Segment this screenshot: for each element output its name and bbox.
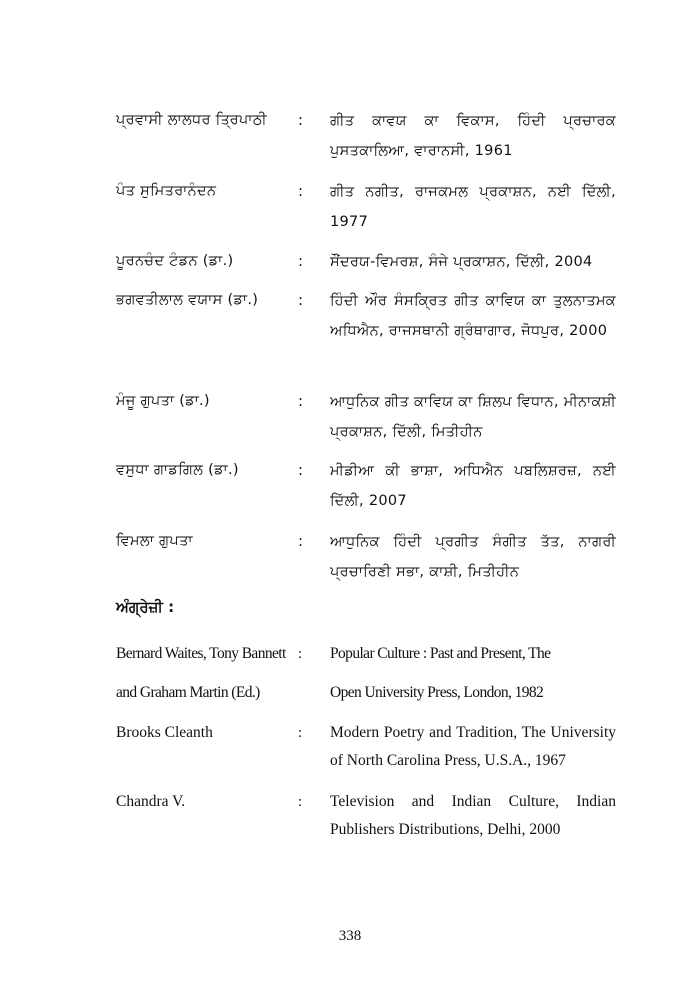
entry-work: ਆਧੁਨਿਕ ਗੀਤ ਕਾਵਿਯ ਕਾ ਸ਼ਿਲਪ ਵਿਧਾਨ, ਮੀਨਾਕਸ਼ੀ ਪ੍ਰਕਾਸ਼ਨ, ਦਿੱਲੀ, ਮਿਤੀਹੀਨ xyxy=(330,394,616,440)
entry-author: ਵਿਮਲਾ ਗੁਪਤਾ xyxy=(116,533,193,549)
entry-work: ਗੀਤ ਨਗੀਤ, ਰਾਜਕਮਲ ਪ੍ਰਕਾਸ਼ਨ, ਨਈ ਦਿੱਲੀ, 1977 xyxy=(330,184,616,230)
entry-work: Open University Press, London, 1982 xyxy=(330,684,544,701)
entry-separator: : xyxy=(298,794,303,810)
entry-author: ਭਗਵਤੀਲਾਲ ਵਯਾਸ (ਡਾ.) xyxy=(116,292,259,308)
entry-separator: : xyxy=(298,532,304,550)
entry-author: ਮੰਜੂ ਗੁਪਤਾ (ਡਾ.) xyxy=(116,393,210,409)
entry-separator: : xyxy=(298,461,304,479)
section-heading-english: ਅੰਗ੍ਰੇਜ਼ੀ : xyxy=(116,598,175,616)
entry-author: Chandra V. xyxy=(116,793,186,810)
entry-work: ਗੀਤ ਕਾਵਯ ਕਾ ਵਿਕਾਸ, ਹਿੰਦੀ ਪ੍ਰਚਾਰਕ ਪੁਸਤਕਾਲਿਆ, ਵਾਰਾਨਸੀ, 1961 xyxy=(330,113,616,159)
entry-separator: : xyxy=(298,182,304,200)
entry-work: Modern Poetry and Tradition, The University of North Carolina Press, U.S.A., 1967 xyxy=(330,724,616,769)
entry-author: ਪੂਰਨਚੰਦ ਟੰਡਨ (ਡਾ.) xyxy=(116,253,234,269)
entry-separator: : xyxy=(298,392,304,410)
entry-author: Bernard Waites, Tony Bannett xyxy=(116,645,286,662)
entry-author: ਵਸੁਧਾ ਗਾਡਗਿਲ (ਡਾ.) xyxy=(116,462,239,478)
entry-separator: : xyxy=(298,291,304,309)
entry-work: ਮੀਡੀਆ ਕੀ ਭਾਸ਼ਾ, ਅਧਿਐਨ ਪਬਲਿਸ਼ਰਜ਼, ਨਈ ਦਿੱਲੀ, 2007 xyxy=(330,463,616,509)
entry-author: ਪ੍ਰਵਾਸੀ ਲਾਲਧਰ ਤ੍ਰਿਪਾਠੀ xyxy=(116,112,267,128)
entry-separator: : xyxy=(298,725,303,741)
entry-author: and Graham Martin (Ed.) xyxy=(116,684,260,701)
entry-work: Television and Indian Culture, Indian Publishers Distributions, Delhi, 2000 xyxy=(330,793,616,838)
entry-separator: : xyxy=(298,111,304,129)
entry-author: ਪੰਤ ਸੁਮਿਤਰਾਨੰਦਨ xyxy=(116,183,217,199)
entry-separator: : xyxy=(298,646,303,662)
page-number: 338 xyxy=(338,928,362,944)
entry-work: ਹਿੰਦੀ ਔਰ ਸੰਸਕ੍ਰਿਤ ਗੀਤ ਕਾਵਿਯ ਕਾ ਤੁਲਨਾਤਮਕ ਅਧਿਐਨ, ਰਾਜਸਥਾਨੀ ਗ੍ਰੰਥਾਗਾਰ, ਜੋਧਪੁਰ, 2000 xyxy=(330,293,616,339)
entry-work: ਆਧੁਨਿਕ ਹਿੰਦੀ ਪ੍ਰਗੀਤ ਸੰਗੀਤ ਤੱਤ, ਨਾਗਰੀ ਪ੍ਰਚਾਰਿਣੀ ਸਭਾ, ਕਾਸ਼ੀ, ਮਿਤੀਹੀਨ xyxy=(330,534,616,580)
entry-author: Brooks Cleanth xyxy=(116,724,213,741)
entry-work: ਸੌਂਦਰਯ-ਵਿਮਰਸ਼, ਸੰਜੇ ਪ੍ਰਕਾਸ਼ਨ, ਦਿੱਲੀ, 2004 xyxy=(330,254,593,270)
entry-separator: : xyxy=(298,252,304,270)
entry-work: Popular Culture : Past and Present, The xyxy=(330,645,551,662)
